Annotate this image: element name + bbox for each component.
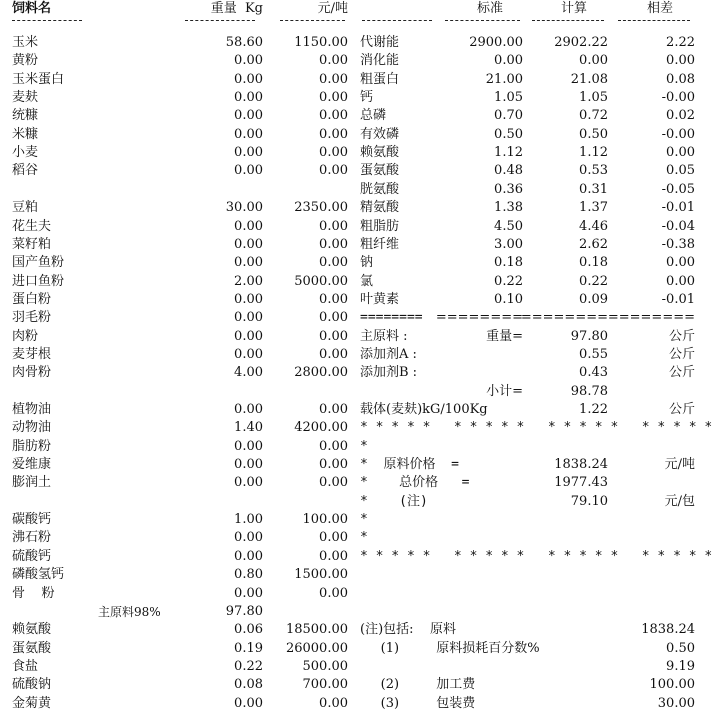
calc-value: 0.43 (579, 365, 608, 381)
price-value: 0.00 (319, 145, 348, 161)
weight-value: 0.00 (234, 402, 263, 417)
calc-value: 1.05 (579, 90, 608, 106)
diff-value: 公斤 (668, 328, 695, 344)
price-value: 0.00 (319, 457, 348, 473)
price-value: 100.00 (302, 512, 348, 528)
header-divider (362, 20, 432, 21)
nutrient-label: 添加剂B : (360, 365, 418, 381)
feed-name: 肉骨粉 (12, 365, 52, 381)
nutrient-label: * (注) (360, 493, 428, 509)
diff-value: -0.38 (661, 236, 695, 252)
table-row (0, 585, 725, 603)
table-row (0, 511, 725, 529)
weight-value: 0.00 (234, 530, 263, 546)
nutrient-label: 代谢能 (360, 35, 400, 50)
standard-value: 0.48 (494, 163, 523, 179)
feed-name: 统糠 (12, 108, 39, 124)
nutrient-label: (注)包括: 原料 (360, 622, 457, 638)
price-value: 500.00 (302, 658, 348, 674)
table-row (0, 328, 725, 346)
weight-value: 0.00 (234, 53, 263, 69)
header-divider (280, 20, 345, 21)
table-header (0, 0, 725, 18)
feed-name: 米糠 (12, 126, 39, 142)
header-divider (12, 20, 82, 21)
table-row (0, 126, 725, 144)
diff-value: 9.19 (666, 658, 695, 674)
header-price: 元/吨 (317, 1, 348, 16)
diff-value: 0.00 (666, 273, 695, 289)
table-row (0, 309, 725, 327)
weight-value: 0.00 (234, 310, 263, 326)
table-row (0, 676, 725, 694)
feed-name: 磷酸氢钙 (12, 567, 65, 583)
diff-value: 100.00 (649, 677, 695, 693)
calc-value: 0.72 (579, 108, 608, 124)
nutrient-label: 叶黄素 (360, 291, 400, 307)
diff-value: 0.00 (666, 255, 695, 271)
table-row (0, 383, 725, 401)
table-row (0, 34, 725, 52)
weight-value: 0.00 (234, 328, 263, 344)
nutrient-label: 精氨酸 (360, 200, 400, 216)
table-row (0, 291, 725, 309)
weight-value: 0.00 (234, 475, 263, 491)
feed-name: 麦麸 (12, 90, 39, 106)
weight-value: 0.00 (234, 695, 263, 711)
weight-value: 0.00 (234, 346, 263, 362)
calc-value: 0.50 (579, 126, 608, 142)
feed-name: 膨润土 (12, 475, 52, 491)
weight-value: 0.00 (234, 163, 263, 179)
price-value: 2800.00 (294, 365, 348, 381)
nutrient-label: * (360, 438, 368, 454)
feed-name: 食盐 (12, 658, 39, 674)
feed-name: 小麦 (12, 145, 39, 161)
diff-value: 元/包 (664, 493, 695, 509)
nutrient-label: 粗蛋白 (360, 71, 400, 87)
diff-value: 0.00 (666, 53, 695, 69)
calc-value: 21.08 (570, 71, 608, 87)
weight-value: 0.06 (234, 622, 263, 638)
header-diff: 相差 (646, 1, 673, 16)
weight-value: 97.80 (225, 603, 263, 619)
table-row (0, 658, 725, 676)
diff-value: ======== (607, 310, 695, 326)
diff-value: 公斤 (668, 346, 695, 362)
table-row (0, 621, 725, 639)
table-row (0, 566, 725, 584)
feed-name: 脂肪粉 (12, 438, 52, 454)
standard-value: 21.00 (485, 71, 523, 87)
feed-name: 金菊黄 (12, 695, 52, 711)
calc-value: 0.31 (579, 181, 608, 197)
price-value: 0.00 (319, 108, 348, 124)
feed-name: 爱维康 (12, 457, 52, 473)
feed-name: 蛋氨酸 (12, 640, 52, 656)
price-value: 0.00 (319, 53, 348, 69)
table-row (0, 364, 725, 382)
feed-name: 豆粕 (12, 200, 39, 216)
calc-value: 1.37 (579, 200, 608, 216)
feed-name: 动物油 (12, 420, 52, 436)
diff-value: -0.01 (661, 291, 695, 307)
weight-value: 0.08 (234, 677, 263, 693)
nutrient-label: (1) 原料损耗百分数% (360, 640, 540, 656)
calc-value: 0.00 (579, 53, 608, 69)
table-row (0, 438, 725, 456)
nutrient-label: 主原料 : (360, 328, 408, 344)
price-value: 0.00 (319, 163, 348, 179)
table-row (0, 548, 725, 566)
standard-value: 0.22 (494, 273, 523, 289)
nutrient-label: 粗脂肪 (360, 218, 400, 234)
feed-name: 肉粉 (12, 328, 39, 344)
price-value: 1500.00 (294, 567, 348, 583)
table-row (0, 456, 725, 474)
table-row (0, 199, 725, 217)
weight-value: 0.00 (234, 291, 263, 307)
calc-value: 0.53 (579, 163, 608, 179)
price-value: 700.00 (302, 677, 348, 693)
table-row (0, 640, 725, 658)
nutrient-label: 总磷 (360, 108, 387, 124)
weight-value: 58.60 (225, 35, 263, 50)
nutrient-label: 氯 (360, 273, 374, 289)
nutrient-label: (2) 加工费 (360, 677, 476, 693)
table-row (0, 71, 725, 89)
header-feed-name: 饲料名 (12, 1, 52, 16)
diff-value: 30.00 (657, 695, 695, 711)
feed-name: 菜籽粕 (12, 236, 52, 252)
table-row (0, 181, 725, 199)
standard-value: 重量= (486, 328, 523, 344)
diff-value: -0.05 (661, 181, 695, 197)
nutrient-label: 粗纤维 (360, 236, 400, 252)
standard-value: 0.70 (494, 108, 523, 124)
table-row (0, 346, 725, 364)
nutrient-label: 有效磷 (360, 126, 400, 142)
header-calc: 计算 (560, 1, 587, 16)
nutrient-label: * (360, 530, 368, 546)
price-value: 0.00 (319, 71, 348, 87)
nutrient-label: ======== (360, 310, 423, 326)
weight-value: 0.00 (234, 548, 263, 564)
price-value: 18500.00 (285, 622, 348, 638)
calc-value: 79.10 (570, 493, 608, 509)
subtotal-label: 主原料98% (98, 604, 161, 619)
diff-value: -0.00 (661, 126, 695, 142)
feed-name: 进口鱼粉 (12, 273, 65, 289)
standard-value: ======== (435, 310, 523, 326)
standard-value: 0.18 (494, 255, 523, 271)
table-row (0, 52, 725, 70)
price-value: 0.00 (319, 218, 348, 234)
calc-value: 98.78 (570, 383, 608, 399)
feed-name: 植物油 (12, 402, 52, 417)
diff-value: -0.04 (661, 218, 695, 234)
weight-value: 0.00 (234, 145, 263, 161)
nutrient-label: * (360, 512, 368, 528)
standard-value: 小计= (486, 383, 523, 399)
standard-value: 0.50 (494, 126, 523, 142)
calc-value: 0.18 (579, 255, 608, 271)
calc-value: 97.80 (570, 328, 608, 344)
feed-name: 花生夫 (12, 218, 52, 234)
weight-value: 0.00 (234, 438, 263, 454)
nutrient-label: 载体(麦麸)kG/100Kg (360, 402, 488, 417)
weight-value: 0.00 (234, 218, 263, 234)
diff-value: 公斤 (668, 365, 695, 381)
price-value: 1150.00 (294, 35, 348, 50)
standard-value: 1.05 (494, 90, 523, 106)
calc-value: 4.46 (579, 218, 608, 234)
price-value: 0.00 (319, 402, 348, 417)
feed-name: 碳酸钙 (12, 512, 52, 528)
standard-value: 0.36 (494, 181, 523, 197)
table-row (0, 493, 725, 511)
calc-value: 1.12 (579, 145, 608, 161)
calc-value: 0.09 (579, 291, 608, 307)
table-row (0, 273, 725, 291)
table-row (0, 603, 725, 621)
nutrient-label: * * * * * * * * * * * * * * * * * * * * (360, 420, 713, 436)
table-row (0, 254, 725, 272)
diff-value: -0.01 (661, 200, 695, 216)
table-row (0, 529, 725, 547)
price-value: 0.00 (319, 585, 348, 601)
weight-value: 0.00 (234, 585, 263, 601)
price-value: 0.00 (319, 291, 348, 307)
weight-value: 0.00 (234, 236, 263, 252)
diff-value: 公斤 (668, 402, 695, 417)
price-value: 0.00 (319, 695, 348, 711)
feed-name: 骨 粉 (12, 585, 55, 601)
table-row (0, 144, 725, 162)
table-row (0, 218, 725, 236)
weight-value: 2.00 (234, 273, 263, 289)
table-row (0, 419, 725, 437)
diff-value: -0.00 (661, 90, 695, 106)
diff-value: 0.00 (666, 145, 695, 161)
header-divider (185, 20, 255, 21)
calc-value: 2902.22 (554, 35, 608, 50)
diff-value: 1838.24 (641, 622, 695, 638)
price-value: 0.00 (319, 236, 348, 252)
feed-name: 麦芽根 (12, 346, 52, 362)
nutrient-label: * 原料价格 = (360, 457, 459, 473)
nutrient-label: (3) 包装费 (360, 695, 476, 711)
nutrient-label: 钠 (360, 255, 374, 271)
weight-value: 0.00 (234, 126, 263, 142)
weight-value: 0.00 (234, 108, 263, 124)
diff-value: 元/吨 (664, 457, 695, 473)
feed-name: 硫酸钠 (12, 677, 52, 693)
weight-value: 30.00 (225, 200, 263, 216)
feed-name: 赖氨酸 (12, 622, 52, 638)
feed-name: 玉米蛋白 (12, 71, 65, 87)
weight-value: 0.00 (234, 457, 263, 473)
calc-value: 1977.43 (554, 475, 608, 491)
nutrient-label: 添加剂A : (360, 346, 417, 362)
diff-value: 2.22 (666, 35, 695, 50)
feed-name: 稻谷 (12, 163, 39, 179)
header-weight: 重量 Kg (210, 1, 263, 16)
price-value: 0.00 (319, 530, 348, 546)
weight-value: 0.80 (234, 567, 263, 583)
price-value: 0.00 (319, 438, 348, 454)
table-row (0, 162, 725, 180)
weight-value: 1.40 (234, 420, 263, 436)
feed-name: 玉米 (12, 35, 39, 50)
calc-value: ======== (520, 310, 608, 326)
weight-value: 1.00 (234, 512, 263, 528)
table-row (0, 695, 725, 713)
header-standard: 标准 (476, 1, 503, 16)
standard-value: 2900.00 (469, 35, 523, 50)
price-value: 0.00 (319, 328, 348, 344)
diff-value: 0.02 (666, 108, 695, 124)
weight-value: 0.22 (234, 658, 263, 674)
nutrient-label: 赖氨酸 (360, 145, 400, 161)
nutrient-label: 钙 (360, 90, 374, 106)
table-row (0, 89, 725, 107)
nutrient-label: * 总价格 = (360, 475, 470, 491)
price-value: 4200.00 (294, 420, 348, 436)
weight-value: 0.00 (234, 71, 263, 87)
calc-value: 1.22 (579, 402, 608, 417)
price-value: 0.00 (319, 346, 348, 362)
price-value: 26000.00 (285, 640, 348, 656)
standard-value: 3.00 (494, 236, 523, 252)
diff-value: 0.05 (666, 163, 695, 179)
feed-name: 蛋白粉 (12, 291, 52, 307)
weight-value: 0.19 (234, 640, 263, 656)
price-value: 2350.00 (294, 200, 348, 216)
nutrient-label: 蛋氨酸 (360, 163, 400, 179)
price-value: 0.00 (319, 310, 348, 326)
table-row (0, 401, 725, 419)
header-divider (618, 20, 690, 21)
feed-name: 黄粉 (12, 53, 39, 69)
weight-value: 4.00 (234, 365, 263, 381)
standard-value: 1.38 (494, 200, 523, 216)
feed-name: 国产鱼粉 (12, 255, 65, 271)
nutrient-label: 胱氨酸 (360, 181, 400, 197)
price-value: 0.00 (319, 548, 348, 564)
price-value: 0.00 (319, 90, 348, 106)
price-value: 5000.00 (294, 273, 348, 289)
calc-value: 0.22 (579, 273, 608, 289)
standard-value: 0.10 (494, 291, 523, 307)
standard-value: 0.00 (494, 53, 523, 69)
nutrient-label: 消化能 (360, 53, 400, 69)
calc-value: 0.55 (579, 346, 608, 362)
table-row (0, 107, 725, 125)
header-divider (532, 20, 604, 21)
standard-value: 1.12 (494, 145, 523, 161)
diff-value: 0.50 (666, 640, 695, 656)
feed-name: 羽毛粉 (12, 310, 52, 326)
calc-value: 1838.24 (554, 457, 608, 473)
nutrient-label: * * * * * * * * * * * * * * * * * * * * (360, 548, 713, 564)
feed-name: 硫酸钙 (12, 548, 52, 564)
table-row (0, 474, 725, 492)
weight-value: 0.00 (234, 90, 263, 106)
price-value: 0.00 (319, 126, 348, 142)
standard-value: 4.50 (494, 218, 523, 234)
price-value: 0.00 (319, 475, 348, 491)
weight-value: 0.00 (234, 255, 263, 271)
price-value: 0.00 (319, 255, 348, 271)
table-row (0, 236, 725, 254)
diff-value: 0.08 (666, 71, 695, 87)
calc-value: 2.62 (579, 236, 608, 252)
header-divider (445, 20, 520, 21)
feed-name: 沸石粉 (12, 530, 52, 546)
